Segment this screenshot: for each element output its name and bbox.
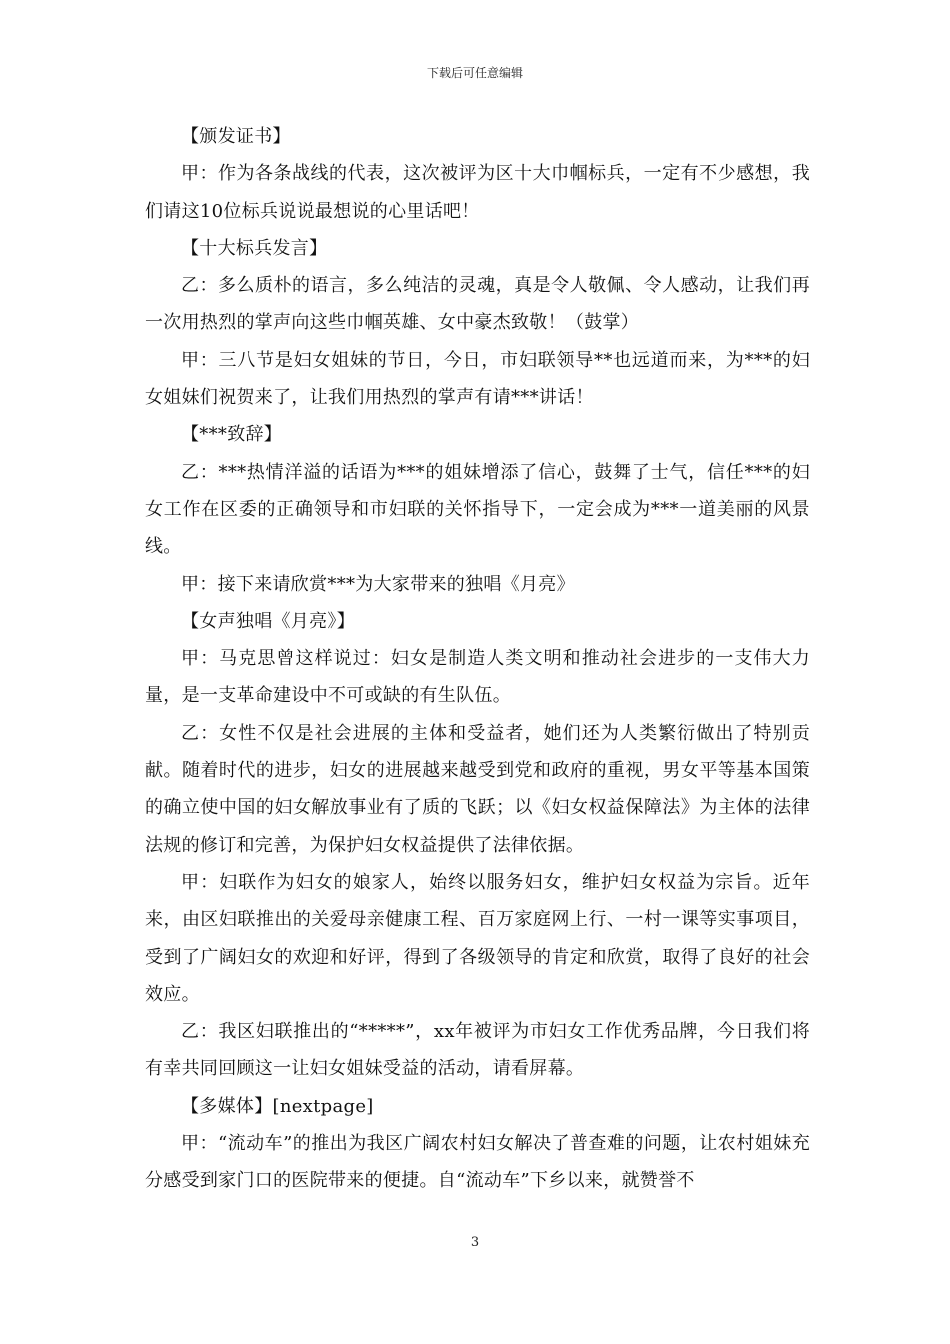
document-body bbox=[145, 118, 810, 1200]
paragraph: 甲：妇联作为妇女的娘家人，始终以服务妇女，维护妇女权益为宗旨。近年来，由区妇联推出的关爱母亲健康工程、百万家庭网上行、一村一课等实事项目，受到了广阔妇女的欢迎和好评，得到了各级领导的肯定和欣赏，取得了良好的社会效应。 bbox=[145, 871, 810, 1005]
paragraph: 甲：“流动车”的推出为我区广阔农村妇女解决了普查难的问题，让农村姐妹充分感受到家门口的医院带来的便捷。自“流动车”下乡以来，就赞誉不 bbox=[145, 1133, 810, 1192]
paragraph: 【女声独唱《月亮》】 bbox=[181, 610, 355, 632]
page-number: 3 bbox=[470, 1235, 480, 1250]
paragraph: 甲：接下来请欣赏***为大家带来的独唱《月亮》 bbox=[181, 573, 575, 595]
paragraph: 乙：***热情洋溢的话语为***的姐妹增添了信心，鼓舞了士气，信任***的妇女工作在区委的正确领导和市妇联的关怀指导下，一定会成为***一道美丽的风景线。 bbox=[145, 461, 810, 558]
paragraph: 甲：作为各条战线的代表，这次被评为区十大巾帼标兵，一定有不少感想，我们请这10位标兵说说最想说的心里话吧！ bbox=[145, 163, 810, 222]
page-header: 下载后可任意编辑 bbox=[426, 66, 523, 80]
paragraph: 【十大标兵发言】 bbox=[181, 237, 328, 259]
paragraph: 甲：马克思曾这样说过：妇女是制造人类文明和推动社会进步的一支伟大力量，是一支革命建设中不可或缺的有生队伍。 bbox=[145, 648, 810, 707]
paragraph: 【颁发证书】 bbox=[181, 126, 291, 147]
paragraph: 【多媒体】[nextpage] bbox=[181, 1095, 374, 1117]
paragraph: 【***致辞】 bbox=[181, 424, 283, 446]
paragraph: 乙：我区妇联推出的“*****”，xx年被评为市妇女工作优秀品牌，今日我们将有幸共同回顾这一让妇女姐妹受益的活动，请看屏幕。 bbox=[145, 1021, 810, 1080]
paragraph: 甲：三八节是妇女姐妹的节日，今日，市妇联领导**也远道而来，为***的妇女姐妹们祝贺来了，让我们用热烈的掌声有请***讲话！ bbox=[145, 349, 810, 409]
paragraph: 乙：多么质朴的语言，多么纯洁的灵魂，真是令人敬佩、令人感动，让我们再一次用热烈的掌声向这些巾帼英雄、女中豪杰致敬！（鼓掌） bbox=[145, 275, 810, 334]
paragraph: 乙：女性不仅是社会进展的主体和受益者，她们还为人类繁衍做出了特别贡献。随着时代的进步，妇女的进展越来越受到党和政府的重视，男女平等基本国策的确立使中国的妇女解放事业有了质的飞跃；以《妇女权益保障法》为主体的法律法规的修订和完善，为保护妇女权益提供了法律依据。 bbox=[145, 722, 810, 856]
